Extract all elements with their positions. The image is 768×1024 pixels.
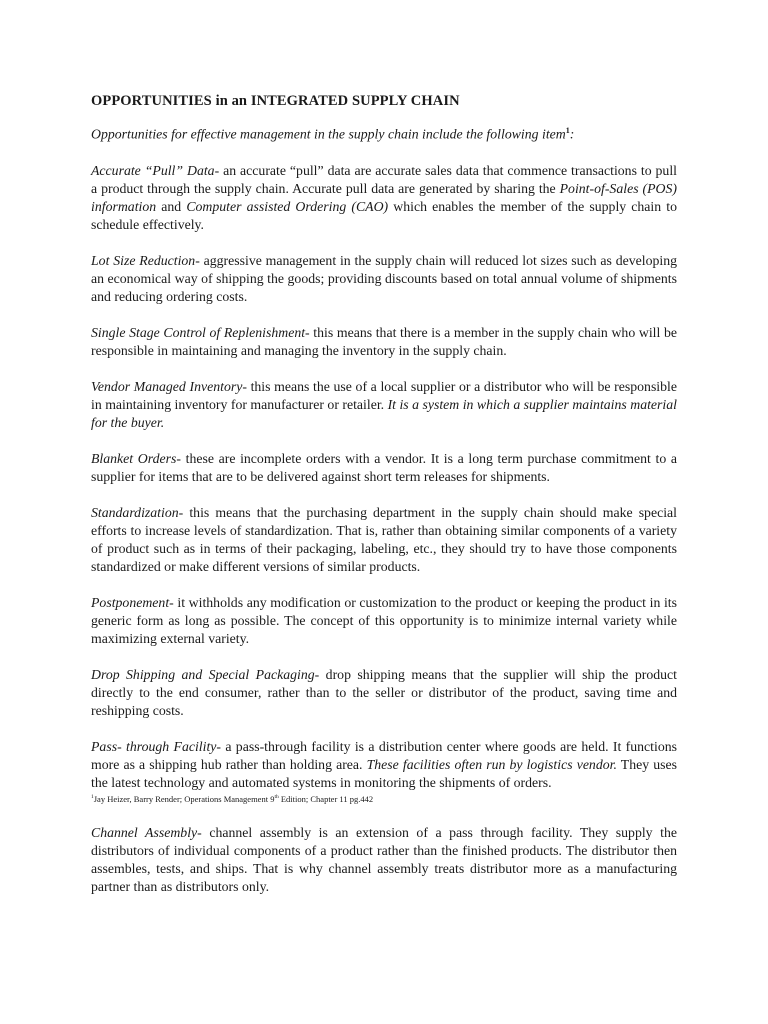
item-text: an accurate “pull” data are accurate sales data that commence transactions to pull a product through the supply chain. Accurate pull data are generated by sharing the [91, 162, 677, 196]
footnote-mark: 1 [91, 793, 94, 800]
item-emphasis: Point-of-Sales (POS) information [91, 180, 677, 214]
item-term: Vendor Managed Inventory- [91, 378, 247, 394]
item-postponement [91, 594, 677, 648]
item-text: They uses the latest technology and automated systems in monitoring the shipments of orders. [91, 756, 677, 790]
item-lot-size-reduction [91, 252, 677, 306]
item-emphasis: These facilities often run by logistics vendor. [366, 756, 617, 772]
footnote-text: Jay Heizer, Barry Render; Operations Management 9 [93, 793, 275, 804]
document-body [91, 92, 677, 914]
intro-paragraph [91, 122, 677, 144]
item-term: Single Stage Control of Replenishment- [91, 324, 310, 340]
item-text: and [156, 198, 187, 214]
item-text: it withholds any modification or customization to the product or keeping the product in its generic form as long as possible. The concept of this opportunity is to minimize internal variety while maximizing external variety. [91, 594, 677, 646]
item-blanket-orders [91, 450, 677, 486]
item-term: Channel Assembly- [91, 825, 202, 841]
footnote [91, 792, 677, 805]
footnote-reference: 1 [565, 126, 570, 135]
item-term: Lot Size Reduction- [91, 252, 200, 268]
item-text: a pass-through facility is a distribution center where goods are held. It functions more as a shipping hub rather than holding area. [91, 738, 677, 772]
footnote-text-end: Edition; Chapter 11 pg.442 [278, 793, 374, 804]
item-drop-shipping [91, 666, 677, 720]
item-channel-assembly [91, 824, 677, 896]
item-text: this means that the purchasing department in the supply chain should make special efforts to increase levels of standardization. That is, rather than obtaining similar components of a variety of product such as in terms of their packaging, labeling, etc., they should try to have those components standardized or make different versions of similar products. [91, 504, 677, 574]
item-text: this means that there is a member in the supply chain who will be responsible in maintaining and managing the inventory in the supply chain. [91, 324, 677, 358]
item-text: drop shipping means that the supplier will ship the product directly to the end consumer, rather than to the seller or distributor of the product, saving time and reshipping costs. [91, 666, 677, 718]
item-emphasis: It is a system in which a supplier maintains material for the buyer. [91, 396, 677, 430]
intro-text: Opportunities for effective management in the supply chain include the following item [91, 126, 566, 142]
item-term: Drop Shipping and Special Packaging- [91, 666, 320, 682]
document-title: OPPORTUNITIES in an INTEGRATED SUPPLY CHAIN [91, 93, 460, 109]
item-term: Postponement- [91, 594, 174, 610]
item-vendor-managed-inventory [91, 378, 677, 432]
item-text: this means the use of a local supplier or a distributor who will be responsible in maintaining inventory for manufacturer or retailer. [91, 378, 677, 412]
item-emphasis: Computer assisted Ordering (CAO) [186, 198, 389, 214]
item-text: aggressive management in the supply chain will reduced lot sizes such as developing an economical way of shipping the goods; providing discounts based on total annual volume of shipments and reducing ordering costs. [91, 252, 677, 304]
item-accurate-pull-data [91, 162, 677, 234]
item-text: which enables the member of the supply chain to schedule effectively. [91, 198, 677, 232]
item-text: these are incomplete orders with a vendor. It is a long term purchase commitment to a supplier for items that are to be delivered against short term releases for shipments. [91, 450, 678, 484]
item-term: Standardization- [91, 504, 184, 520]
item-term: Blanket Orders- [91, 450, 181, 466]
item-single-stage-control [91, 324, 677, 360]
item-term: Pass- through Facility- [91, 738, 222, 754]
item-standardization [91, 504, 677, 576]
item-pass-through-facility [91, 738, 677, 792]
item-text: channel assembly is an extension of a pass through facility. They supply the distributors of individual components of a product rather than the finished products. The distributor then assembles, tests, and ships. That is why channel assembly treats distributor more as a manufacturing partner than as distributors only. [91, 825, 677, 895]
footnote-superscript: th [274, 793, 279, 800]
intro-end: : [569, 126, 575, 142]
item-term: Accurate “Pull” Data- [91, 162, 220, 178]
